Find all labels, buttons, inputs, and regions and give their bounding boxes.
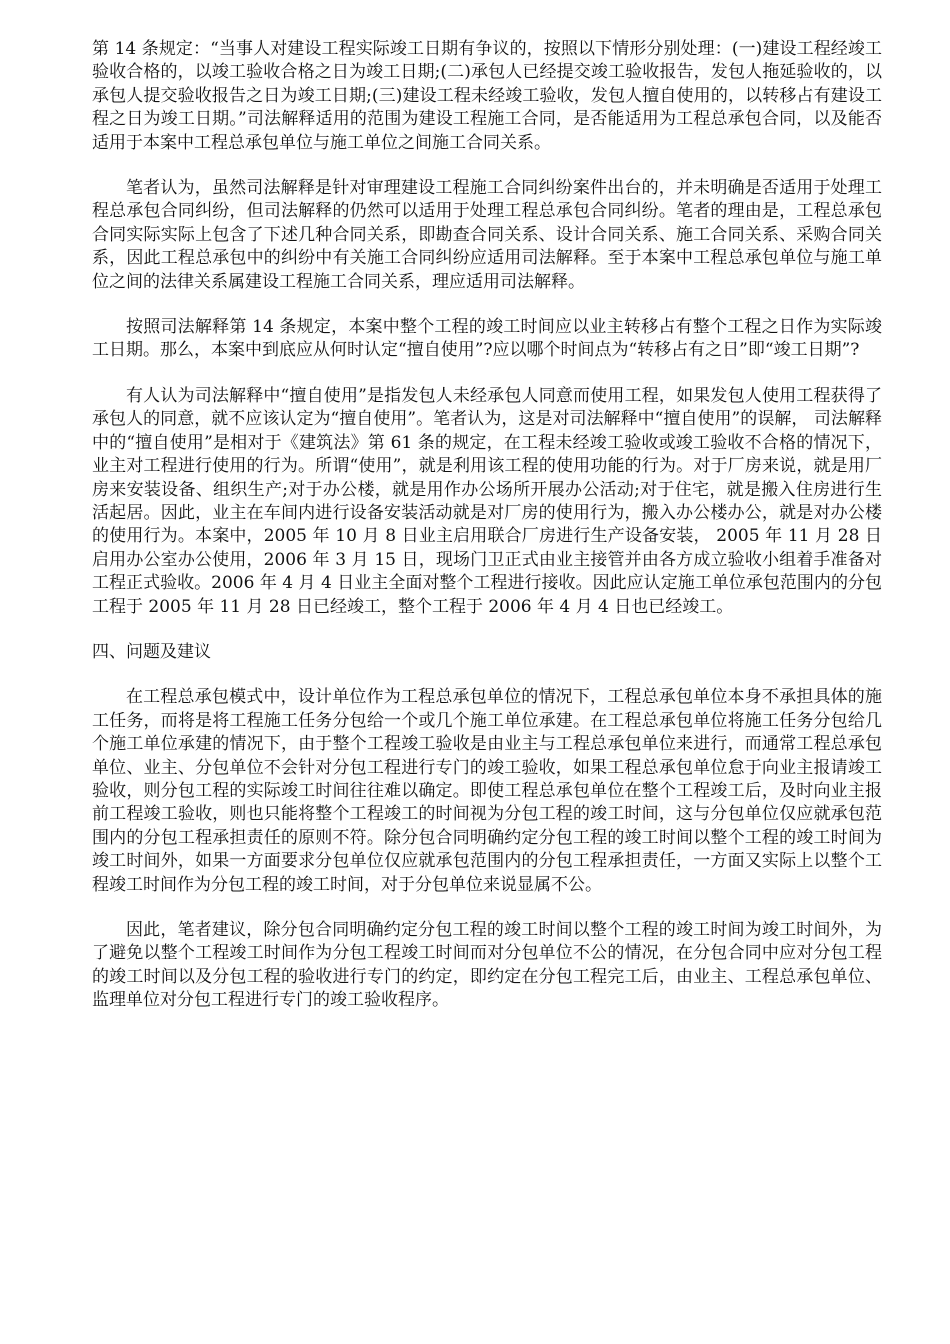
paragraph-epc-issues: 在工程总承包模式中，设计单位作为工程总承包单位的情况下，工程总承包单位本身不承担具体的施工任务，而将是将工程施工任务分包给一个或几个施工单位承建。在工程总承包单位将施工任务分包给几个施工单位承建的情况下，由于整个工程竣工验收是由业主与工程总承包单位来进行，而通常工程总承包单位、业主、分包单位不会针对分包工程进行专门的竣工验收，如果工程总承包单位怠于向业主报请竣工验收，则分包工程的实际竣工时间往往难以确定。即使工程总承包单位在整个工程竣工后，及时向业主报前工程竣工验收，则也只能将整个工程竣工的时间视为分包工程的竣工时间，这与分包单位仅应就承包范围内的分包工程承担责任的原则不符。除分包合同明确约定分包工程的竣工时间以整个工程的竣工时间为竣工时间外，如果一方面要求分包单位仅应就承包范围内的分包工程承担责任，一方面又实际上以整个工程竣工时间作为分包工程的竣工时间，对于分包单位来说显属不公。 (92, 687, 882, 895)
paragraph-author-opinion: 笔者认为，虽然司法解释是针对审理建设工程施工合同纠纷案件出台的，并未明确是否适用于处理工程总承包合同纠纷，但司法解释的仍然可以适用于处理工程总承包合同纠纷。笔者的理由是，工程总承包合同实际实际上包含了下述几种合同关系，即勘查合同关系、设计合同关系、施工合同关系、采购合同关系，因此工程总承包中的纠纷中有关施工合同纠纷应适用司法解释。至于本案中工程总承包单位与施工单位之间的法律关系属建设工程施工合同关系，理应适用司法解释。 (92, 178, 882, 292)
paragraph-article-14-quote: 第 14 条规定：“当事人对建设工程实际竣工日期有争议的，按照以下情形分别处理：(一)建设工程经竣工验收合格的，以竣工验收合格之日为竣工日期;(二)承包人已经提交竣工验收报告，发包人拖延验收的，以承包人提交验收报告之日为竣工日期;(三)建设工程未经竣工验收，发包人擅自使用的，以转移占有建设工程之日为竣工日期。”司法解释适用的范围为建设工程施工合同，是否能适用为工程总承包合同，以及能否适用于本案中工程总承包单位与施工单位之间施工合同关系。 (92, 39, 882, 153)
section-heading-issues-suggestions: 四、问题及建议 (92, 641, 211, 662)
paragraph-suggestion: 因此，笔者建议，除分包合同明确约定分包工程的竣工时间以整个工程的竣工时间为竣工时间外，为了避免以整个工程竣工时间作为分包工程竣工时间而对分包单位不公的情况，在分包合同中应对分包工程的竣工时间以及分包工程的验收进行专门的约定，即约定在分包工程完工后，由业主、工程总承包单位、监理单位对分包工程进行专门的竣工验收程序。 (92, 920, 882, 1011)
paragraph-unauthorized-use: 有人认为司法解释中“擅自使用”是指发包人未经承包人同意而使用工程，如果发包人使用工程获得了承包人的同意，就不应该认定为“擅自使用”。笔者认为，这是对司法解释中“擅自使用”的误解， 司法解释中的“擅自使用”是相对于《建筑法》第 61 条的规定，在工程未经竣工验收或竣工验收不合格的情况下，业主对工程进行使用的行为。所谓“使用”，就是利用该工程的使用功能的行为。对于厂房来说，就是用厂房来安装设备、组织生产;对于办公楼，就是用作办公场所开展办公活动;对于住宅，就是搬入住房进行生活起居。因此，业主在车间内进行设备安装活动就是对厂房的使用行为，搬入办公楼办公，就是对办公楼的使用行为。本案中，2005 年 10 月 8 日业主启用联合厂房进行生产设备安装， 2005 年 11 月 28 日启用办公室办公使用，2006 年 3 月 15 日，现场门卫正式由业主接管并由各方成立验收小组着手准备对工程正式验收。2006 年 4 月 4 日业主全面对整个工程进行接收。因此应认定施工单位承包范围内的分包工程于 2005 年 11 月 28 日已经竣工，整个工程于 2006 年 4 月 4 日也已经竣工。 (92, 385, 882, 617)
document-body (92, 38, 882, 1035)
paragraph-completion-date-question: 按照司法解释第 14 条规定，本案中整个工程的竣工时间应以业主转移占有整个工程之日作为实际竣工日期。那么，本案中到底应从何时认定“擅自使用”?应以哪个时间点为“转移占有之日”即“竣工日期”? (92, 317, 882, 361)
